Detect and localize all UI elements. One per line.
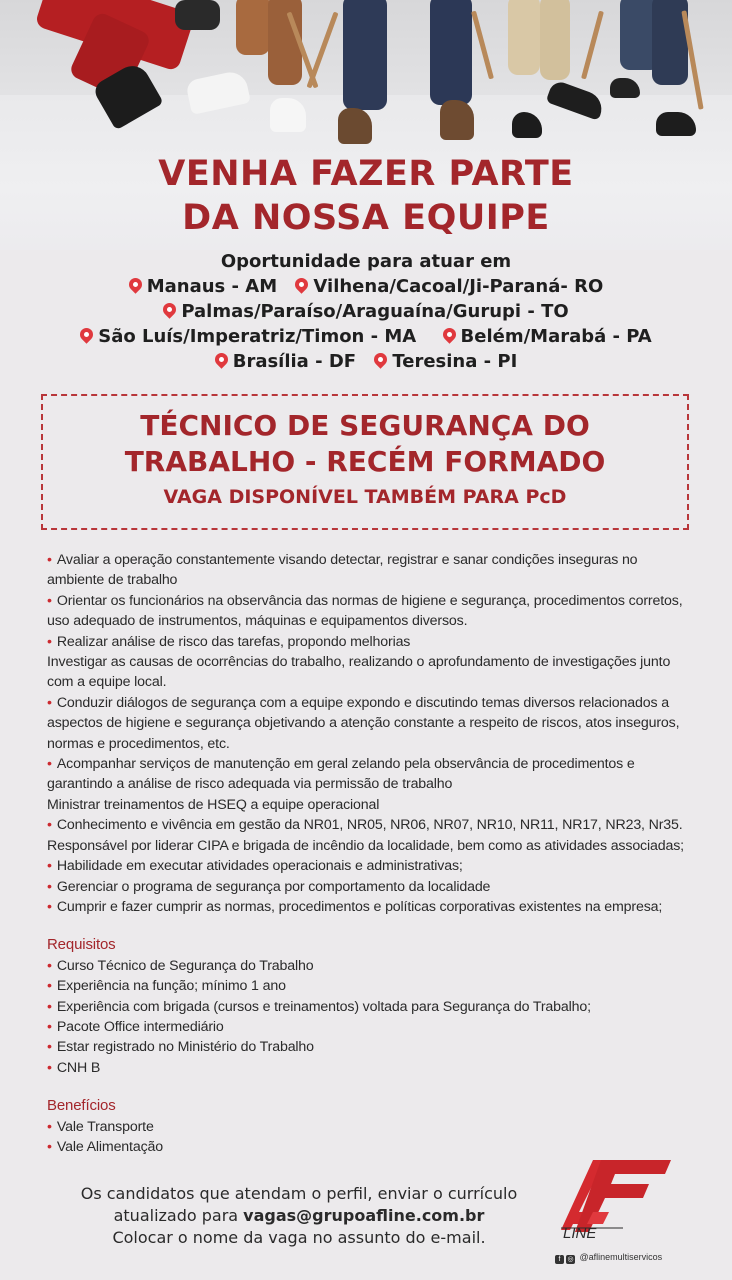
social-handle <box>555 1252 662 1264</box>
location-row <box>0 301 732 322</box>
requirement-item: • Estar registrado no Ministério do Trabalho <box>47 1037 697 1057</box>
requirement-item: • Experiência com brigada (cursos e treinamentos) voltada para Segurança do Trabalho; <box>47 997 697 1017</box>
person-leg <box>236 0 270 55</box>
benefits-title: Benefícios <box>47 1097 116 1115</box>
person-shoe <box>270 98 306 132</box>
location-row <box>0 351 732 372</box>
headline-line: VENHA FAZER PARTE <box>158 154 574 194</box>
location-pin-icon <box>212 350 230 368</box>
requirements-title: Requisitos <box>47 936 116 954</box>
location-pin-icon <box>78 325 96 343</box>
chair-seat <box>175 0 220 30</box>
headline <box>0 152 732 240</box>
footer-line: Colocar o nome da vaga no assunto do e-mail. <box>112 1228 486 1247</box>
person-leg <box>508 0 540 75</box>
chair-leg <box>306 12 338 89</box>
location-item <box>163 301 568 322</box>
location-label: Brasília - DF <box>232 351 357 372</box>
location-row <box>0 326 732 347</box>
location-item <box>443 326 652 347</box>
responsibility-item: Investigar as causas de ocorrências do trabalho, realizando o aprofundamento de investigações junto com a equipe local. <box>47 654 671 691</box>
af-line-logo <box>553 1152 673 1242</box>
location-label: Palmas/Paraíso/Araguaína/Gurupi - TO <box>181 301 569 322</box>
person-shoe <box>440 100 474 140</box>
chair-leg <box>581 11 604 80</box>
location-pin-icon <box>126 275 144 293</box>
requirement-item: • Curso Técnico de Segurança do Trabalho <box>47 956 697 976</box>
footer-line <box>40 1205 558 1227</box>
job-title-line: TÉCNICO DE SEGURANÇA DO <box>140 409 590 442</box>
chair-leg <box>471 11 494 80</box>
job-title-line: TRABALHO - RECÉM FORMADO <box>124 445 606 478</box>
location-row <box>0 276 732 297</box>
location-item <box>295 276 603 297</box>
location-pin-icon <box>372 350 390 368</box>
benefit-item: • Vale Transporte <box>47 1117 697 1137</box>
location-label: Teresina - PI <box>392 351 518 372</box>
location-pin-icon <box>293 275 311 293</box>
headline-line: DA NOSSA EQUIPE <box>182 198 550 238</box>
opportunity-title: Oportunidade para atuar em <box>220 251 512 272</box>
responsibility-item: • Acompanhar serviços de manutenção em geral zelando pela observância de procedimentos e garantindo a análise de risco adequada via permissão de trabalho <box>47 754 697 795</box>
footer-text: atualizado para <box>113 1206 244 1225</box>
person-leg <box>540 0 570 80</box>
person-shoe <box>610 78 640 98</box>
requirements-list <box>47 956 697 1078</box>
social-handle-text: @aflinemultiservicos <box>579 1252 663 1262</box>
person-shoe <box>656 112 696 136</box>
responsibility-item: • Gerenciar o programa de segurança por comportamento da localidade <box>47 877 697 897</box>
requirement-item: • Experiência na função; mínimo 1 ano <box>47 976 697 996</box>
person-shoe <box>338 108 372 144</box>
person-leg <box>343 0 387 110</box>
location-item <box>80 326 416 347</box>
responsibilities-list <box>47 550 697 917</box>
benefit-item: • Vale Alimentação <box>47 1137 697 1157</box>
location-pin-icon <box>161 300 179 318</box>
location-item <box>129 276 277 297</box>
responsibility-item: • Conhecimento e vivência em gestão da NR01, NR05, NR06, NR07, NR10, NR11, NR17, NR23, Nr35. <box>47 815 697 835</box>
job-title-box <box>41 394 689 530</box>
requirement-item: • Pacote Office intermediário <box>47 1017 697 1037</box>
location-item <box>215 351 356 372</box>
responsibility-item: • Cumprir e fazer cumprir as normas, procedimentos e políticas corporativas existentes na empresa; <box>47 897 697 917</box>
instagram-icon: ◎ <box>567 1256 574 1263</box>
application-instructions <box>40 1183 558 1249</box>
location-label: Belém/Marabá - PA <box>460 326 652 347</box>
job-description <box>47 550 697 1157</box>
location-label: Manaus - AM <box>146 276 278 297</box>
job-subtitle: VAGA DISPONÍVEL TAMBÉM PARA PcD <box>163 486 567 508</box>
responsibility-item: • Orientar os funcionários na observância das normas de higiene e segurança, procedimentos corretos, uso adequado de instrumentos, máquinas e equipamentos diversos. <box>47 591 697 632</box>
contact-email-link[interactable]: vagas@grupoafline.com.br <box>243 1206 485 1225</box>
responsibility-item: • Avaliar a operação constantemente visando detectar, registrar e sanar condições inseguras no ambiente de trabalho <box>47 550 697 591</box>
facebook-icon: f <box>555 1255 564 1264</box>
responsibility-item: Responsável por liderar CIPA e brigada de incêndio da localidade, bem como as atividades associadas; <box>47 837 684 854</box>
responsibility-item: • Realizar análise de risco das tarefas, propondo melhorias <box>47 632 697 652</box>
footer-line: Os candidatos que atendam o perfil, enviar o currículo <box>80 1184 518 1203</box>
location-label: Vilhena/Cacoal/Ji-Paraná- RO <box>313 276 604 297</box>
requirement-item: • CNH B <box>47 1058 697 1078</box>
location-label: São Luís/Imperatriz/Timon - MA <box>98 326 417 347</box>
responsibility-item: • Conduzir diálogos de segurança com a equipe expondo e discutindo temas diversos relacionados a aspectos de higiene e segurança objetivando a atenção constante a respeito de riscos, atos inseguros, normas e procedimentos, etc. <box>47 693 697 754</box>
location-item <box>374 351 517 372</box>
responsibility-item: • Habilidade em executar atividades operacionais e administrativas; <box>47 856 697 876</box>
logo-wordmark: LINE <box>563 1225 597 1242</box>
job-title <box>43 408 687 480</box>
location-pin-icon <box>440 325 458 343</box>
responsibility-item: Ministrar treinamentos de HSEQ a equipe operacional <box>47 796 380 813</box>
person-leg <box>430 0 472 105</box>
